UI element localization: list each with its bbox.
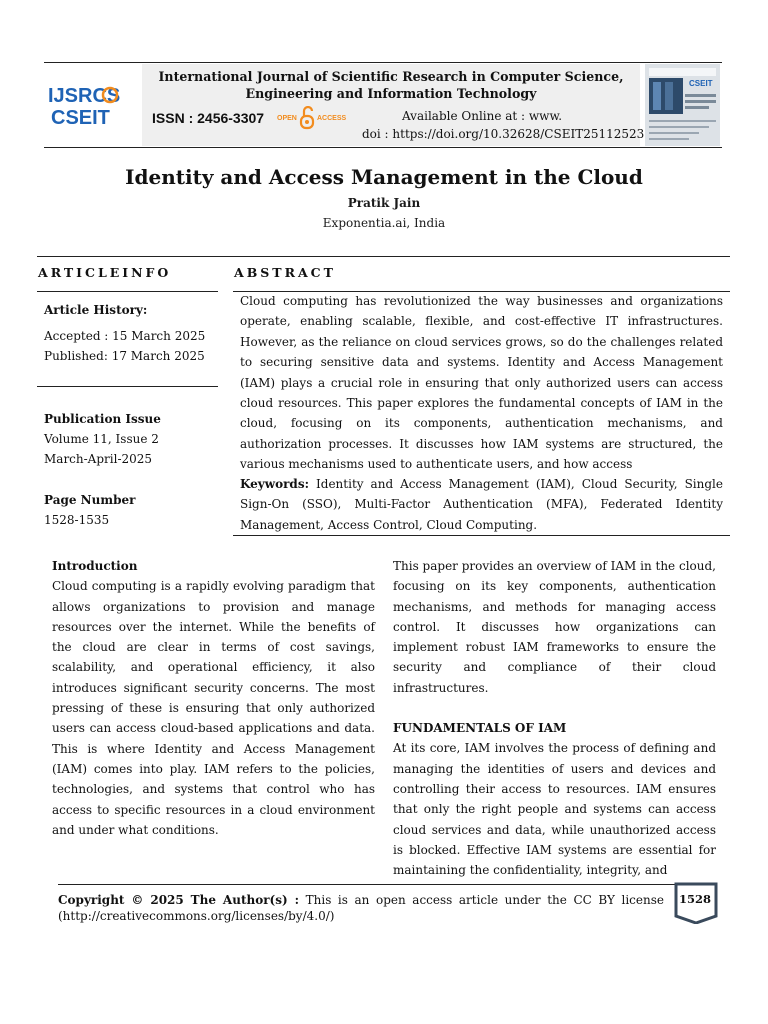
issue-period: March-April-2025 — [44, 452, 153, 466]
accepted-date: Accepted : 15 March 2025 — [44, 329, 206, 343]
copyright-notice — [58, 892, 664, 924]
cover-label: CSEIT — [689, 79, 713, 88]
issn: ISSN : 2456-3307 — [152, 110, 265, 126]
journal-logo — [46, 80, 130, 128]
footer-rule — [58, 884, 678, 885]
copyright-label: Copyright © 2025 The Author(s) : — [58, 893, 300, 907]
oa-open-label: OPEN — [277, 115, 297, 122]
article-info-heading: ARTICLEINFO — [38, 265, 172, 280]
page-number: 1528 — [678, 892, 711, 906]
author-affiliation: Exponentia.ai, India — [322, 216, 446, 230]
doi-link[interactable]: doi : https://doi.org/10.32628/CSEIT25112523 — [362, 127, 645, 141]
oa-access-label: ACCESS — [317, 115, 347, 122]
abstract-bottom-rule — [233, 535, 730, 536]
logo-text-top: IJSRCS — [48, 85, 121, 107]
published-date: Published: 17 March 2025 — [44, 349, 205, 363]
fundamentals-paragraph: At its core, IAM involves the process of defining and managing the identities of users and devices and controlling their access to resources. IAM ensures that only the right people and systems can access cloud services and data, while unauthorized access is blocked. Effective IAM systems are essential for maintaining the confidentiality, integrity, and — [393, 741, 716, 878]
header-top-rule — [44, 62, 722, 63]
paper-title: Identity and Access Management in the Cloud — [125, 165, 643, 189]
keywords-text: Identity and Access Management (IAM), Cloud Security, Single Sign-On (SSO), Multi-Factor Authentication (MFA), Federated Identity Management, Access Control, Cloud Computing. — [240, 477, 723, 532]
publication-issue-label: Publication Issue — [44, 412, 161, 426]
keywords — [240, 474, 723, 535]
journal-cover-thumbnail — [645, 64, 720, 146]
abstract-heading: ABSTRACT — [234, 265, 336, 280]
page-range: 1528-1535 — [44, 513, 110, 527]
available-online: Available Online at : www. — [402, 109, 563, 123]
intro-heading: Introduction — [52, 559, 138, 573]
info-heading-rule — [37, 291, 218, 292]
section-top-rule — [37, 256, 730, 257]
overview-paragraph: This paper provides an overview of IAM in the cloud, focusing on its key components, authentication mechanisms, and methods for managing access control. It discusses how organizations can implement robust IAM frameworks to ensure the security and compliance of their cloud infrastructures. — [393, 559, 716, 695]
abstract-text: Cloud computing has revolutionized the way businesses and organizations operate, enabling scalable, flexible, and cost-effective IT infrastructures. However, as the reliance on cloud services grows, so do the challenges related to securing sensitive data and systems. Identity and Access Management (IAM) plays a crucial role in ensuring that only authorized users can access cloud resources. This paper explores the fundamental concepts of IAM in the cloud, focusing on its components, authentication mechanisms, and authorization processes. It discusses how IAM systems are structured, the various mechanisms used to authenticate users, and how access — [240, 294, 723, 472]
page-number-label: Page Number — [44, 493, 136, 507]
copyright-text: This is an open access article under the CC BY license (http://creativecommons.org/licenses/by/4.0/) — [58, 893, 664, 923]
keywords-label: Keywords: — [240, 477, 310, 491]
logo-text-bottom: CSEIT — [51, 107, 110, 128]
right-column — [393, 556, 716, 880]
open-lock-icon — [301, 107, 313, 128]
journal-title: International Journal of Scientific Research in Computer Science, Engineering and Information Technology — [158, 69, 624, 101]
header-bottom-rule — [44, 147, 722, 148]
fundamentals-heading: FUNDAMENTALS OF IAM — [393, 721, 567, 736]
open-access-badge — [277, 106, 355, 130]
intro-paragraph: Cloud computing is a rapidly evolving paradigm that allows organizations to provision and manage resources over the internet. While the benefits of the cloud are clear in terms of cost savings, scalability, and operational efficiency, it also introduces significant security concerns. The most pressing of these is ensuring that only authorized users can access cloud-based applications and data. This is where Identity and Access Management (IAM) comes into play. IAM refers to the policies, technologies, and systems that control who has access to specific resources in a cloud environment and under what conditions. — [52, 579, 375, 837]
left-column — [52, 556, 375, 840]
info-divider-rule — [37, 386, 218, 387]
article-history-label: Article History: — [44, 303, 148, 317]
author-name: Pratik Jain — [347, 196, 421, 210]
volume-issue: Volume 11, Issue 2 — [44, 432, 159, 446]
